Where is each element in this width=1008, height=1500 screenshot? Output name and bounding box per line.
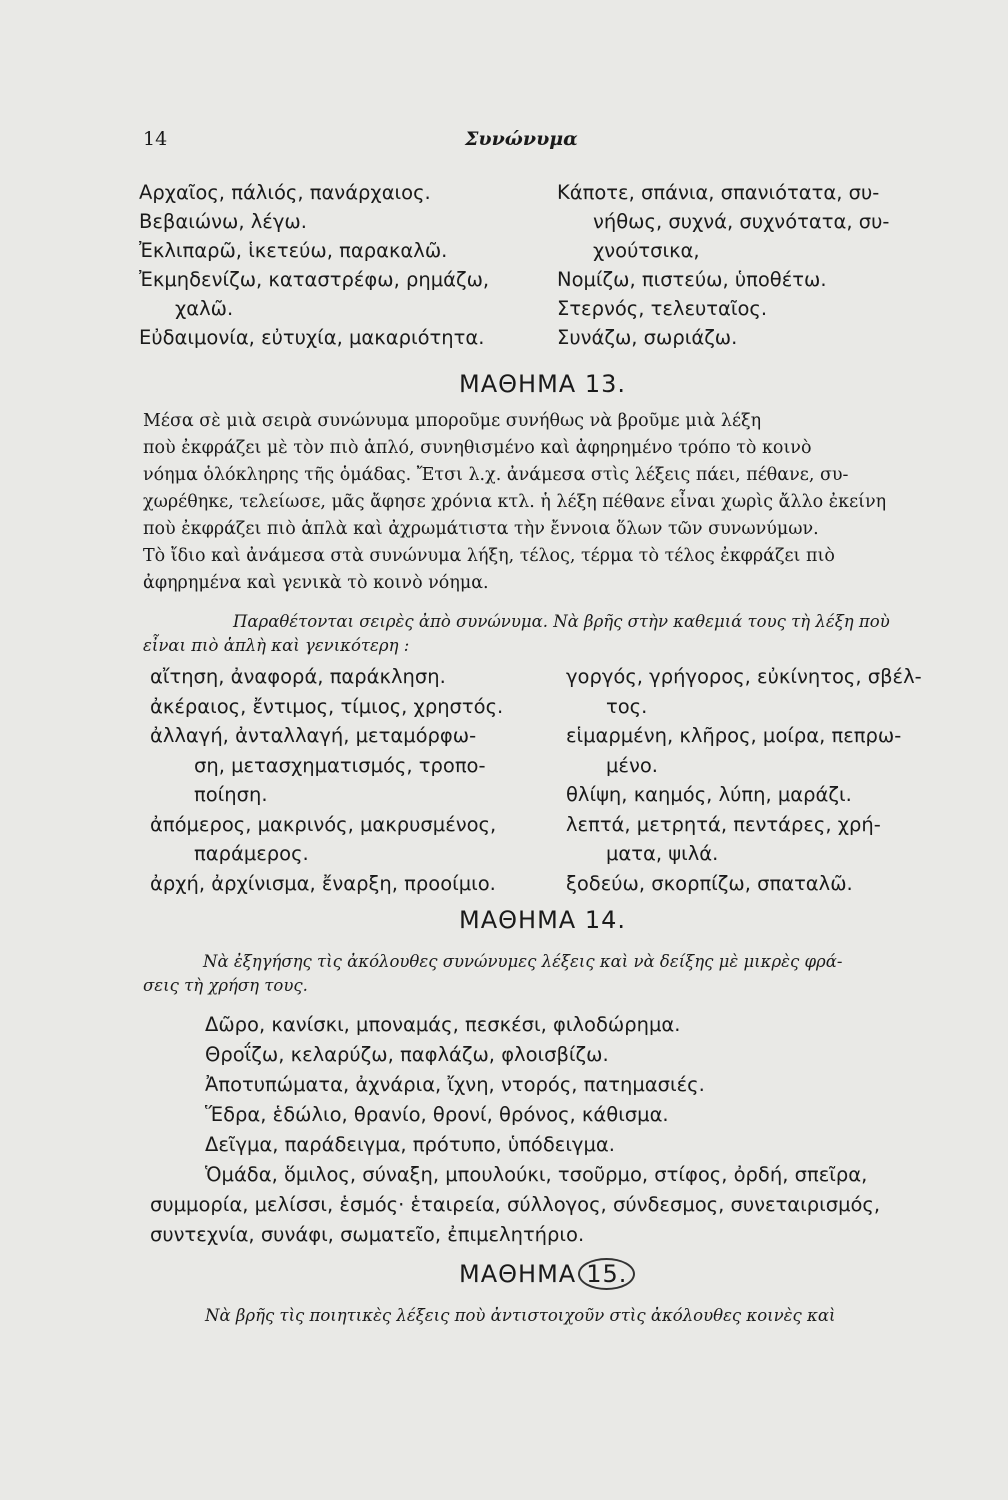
word-line: συντεχνία, συνάφι, σωματεῖο, ἐπιμελητήριο.	[150, 1223, 585, 1246]
synonym-line: Ἐκμηδενίζω, καταστρέφω, ρημάζω,	[139, 268, 490, 291]
list-item: ἀπόμερος, μακρινός, μακρυσμένος,	[150, 812, 497, 836]
lesson-14-heading: ΜΑΘΗΜΑ 14.	[459, 906, 626, 934]
synonym-line: Αρχαῖος, πάλιός, πανάρχαιος.	[139, 181, 431, 204]
list-item: ση, μετασχηματισμός, τροπο-	[194, 753, 486, 777]
paragraph-line: χωρέθηκε, τελείωσε, μᾶς ἄφησε χρόνια κτλ. ἡ λέξη πέθανε εἶναι χωρὶς ἄλλο ἐκείνη	[143, 492, 887, 512]
page-header	[143, 128, 948, 158]
instruction-line: σεις τὴ χρήση τους.	[143, 976, 308, 995]
synonym-line: χαλῶ.	[175, 297, 234, 320]
list-item: ματα, ψιλά.	[606, 842, 719, 865]
paragraph-line: ἀφηρημένα καὶ γενικὰ τὸ κοινὸ νόημα.	[143, 573, 489, 593]
list-item: αἴτηση, ἀναφορά, παράκληση.	[150, 665, 446, 688]
word-line: Θροΐζω, κελαρύζω, παφλάζω, φλοισβίζω.	[205, 1043, 609, 1066]
lesson-15-instruction	[205, 1304, 965, 1328]
lesson-13-heading: ΜΑΘΗΜΑ 13.	[459, 370, 626, 398]
list-item: λεπτά, μετρητά, πεντάρες, χρή-	[566, 812, 881, 836]
list-item: ξοδεύω, σκορπίζω, σπαταλῶ.	[566, 871, 853, 895]
synonym-line: Ἐκλιπαρῶ, ἱκετεύω, παρακαλῶ.	[139, 239, 448, 262]
synonym-line: Βεβαιώνω, λέγω.	[139, 210, 307, 233]
lesson-15-title-word: ΜΑΘΗΜΑ	[459, 1260, 577, 1288]
list-item: τος.	[606, 694, 648, 718]
lesson-14-word-lines	[150, 1010, 880, 1250]
instruction-line: Νὰ ἐξηγήσης τὶς ἀκόλουθες συνώνυμες λέξεις καὶ νὰ δείξης μὲ μικρὲς φρά-	[203, 952, 843, 971]
instruction-line: εἶναι πιὸ ἁπλὴ καὶ γενικότερη :	[143, 636, 410, 655]
instruction-line: Παραθέτονται σειρὲς ἀπὸ συνώνυμα. Νὰ βρῆς στὴν καθεμιά τους τὴ λέξη ποὺ	[233, 612, 890, 631]
synonym-line: Κάποτε, σπάνια, σπανιότατα, συ-	[557, 181, 880, 204]
synonym-line: Στερνός, τελευταῖος.	[557, 297, 768, 320]
paragraph-line: Τὸ ἴδιο καὶ ἀνάμεσα στὰ συνώνυμα λήξη, τέλος, τέρμα τὸ τέλος ἐκφράζει πιὸ	[143, 546, 835, 566]
word-line: Ἕδρα, ἑδώλιο, θρανίο, θρονί, θρόνος, κάθισμα.	[205, 1103, 669, 1126]
synonym-line: χνούτσικα,	[593, 239, 700, 262]
list-item: παράμερος.	[194, 842, 309, 865]
list-item: ποίηση.	[194, 783, 268, 806]
lesson-13-paragraph	[143, 408, 965, 597]
list-item: μένο.	[606, 753, 658, 777]
synonym-line: νήθως, συχνά, συχνότατα, συ-	[593, 210, 890, 233]
lesson-13-instruction	[143, 610, 965, 658]
list-item: ἀλλαγή, ἀνταλλαγή, μεταμόρφω-	[150, 724, 477, 747]
word-line: Ὁμάδα, ὅμιλος, σύναξη, μπουλούκι, τσοῦρμο, στίφος, ὀρδή, σπεῖρα,	[205, 1163, 868, 1186]
list-item: ἀκέραιος, ἔντιμος, τίμιος, χρηστός.	[150, 694, 504, 718]
list-item: γοργός, γρήγορος, εὐκίνητος, σβέλ-	[566, 665, 922, 688]
list-item: θλίψη, καημός, λύπη, μαράζι.	[566, 783, 852, 806]
lesson-13-right-list	[566, 662, 922, 898]
lesson-13-left-list	[150, 662, 503, 898]
running-title: Συνώνυμα	[465, 128, 578, 150]
lesson-14-instruction	[143, 950, 965, 998]
top-left-column	[139, 178, 489, 352]
page-number: 14	[143, 128, 168, 150]
word-line: Ἀποτυπώματα, ἀχνάρια, ἴχνη, ντορός, πατημασιές.	[205, 1073, 705, 1096]
lesson-15-heading	[459, 1258, 635, 1290]
list-item: ἀρχή, ἀρχίνισμα, ἔναρξη, προοίμιο.	[150, 871, 496, 895]
instruction-line: Νὰ βρῆς τὶς ποιητικὲς λέξεις ποὺ ἀντιστοιχοῦν στὶς ἀκόλουθες κοινὲς καὶ	[205, 1306, 836, 1325]
lesson-15-circled-number: 15.	[578, 1258, 635, 1290]
synonym-line: Συνάζω, σωριάζω.	[557, 326, 738, 349]
paragraph-line: ποὺ ἐκφράζει μὲ τὸν πιὸ ἁπλό, συνηθισμένο καὶ ἀφηρημένο τρόπο τὸ κοινὸ	[143, 438, 812, 458]
word-line: συμμορία, μελίσσι, ἑσμός· ἑταιρεία, σύλλογος, σύνδεσμος, συνεταιρισμός,	[150, 1193, 881, 1216]
synonym-line: Εὐδαιμονία, εὐτυχία, μακαριότητα.	[139, 326, 485, 349]
paragraph-line: νόημα ὁλόκληρης τῆς ὁμάδας. Ἔτσι λ.χ. ἀνάμεσα στὶς λέξεις πάει, πέθανε, συ-	[143, 465, 849, 485]
paragraph-line: ποὺ ἐκφράζει πιὸ ἁπλὰ καὶ ἀχρωμάτιστα τὴν ἔννοια ὅλων τῶν συνωνύμων.	[143, 519, 819, 539]
word-line: Δεῖγμα, παράδειγμα, πρότυπο, ὑπόδειγμα.	[205, 1133, 615, 1156]
top-right-column	[557, 178, 889, 352]
list-item: εἱμαρμένη, κλῆρος, μοίρα, πεπρω-	[566, 724, 902, 747]
word-line: Δῶρο, κανίσκι, μποναμάς, πεσκέσι, φιλοδώρημα.	[205, 1013, 681, 1036]
paragraph-line: Μέσα σὲ μιὰ σειρὰ συνώνυμα μποροῦμε συνήθως νὰ βροῦμε μιὰ λέξη	[143, 411, 762, 431]
synonym-line: Νομίζω, πιστεύω, ὑποθέτω.	[557, 268, 827, 291]
